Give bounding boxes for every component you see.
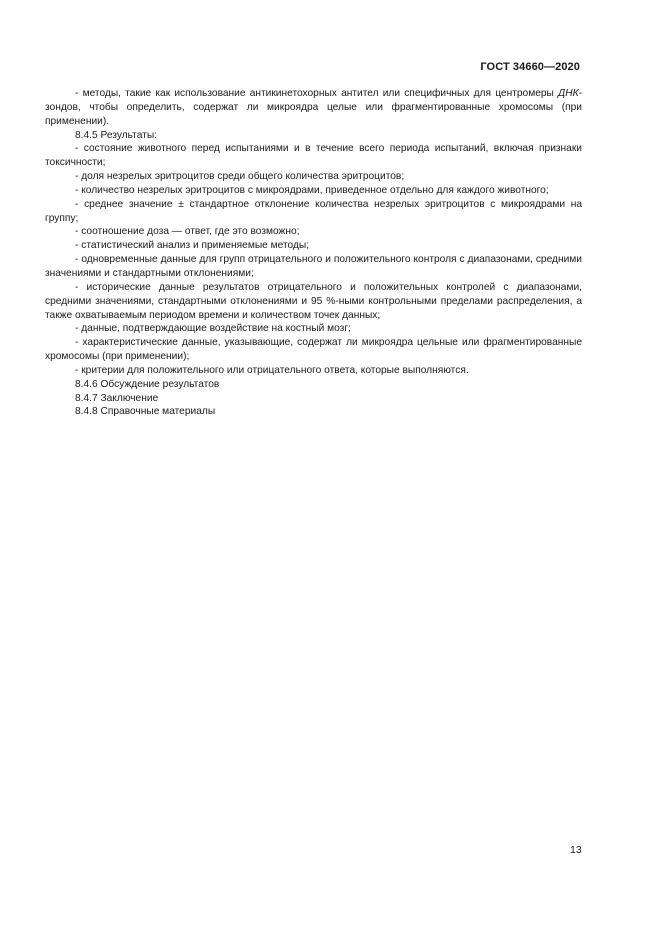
list-item-micronuclei-count: - количество незрелых эритроцитов с микроядрами, приведенное отдельно для каждого животного; [75,184,549,196]
list-item-toxicity: - состояние животного перед испытаниями и в течение всего периода испытаний, включая признаки токсичности; [45,143,582,169]
document-standard-code: ГОСТ 34660—2020 [480,61,580,73]
list-item-dose-response: - соотношение доза — ответ, где это возможно; [75,226,300,238]
list-item-concurrent-controls: - одновременные данные для групп отрицательного и положительного контроля с диапазонами, средними значениями и стандартными отклонениями; [45,254,582,279]
list-item-characteristics: - характеристические данные, указывающие, содержат ли микроядра цельные или фрагментированные хромосомы (при применении); [45,337,582,363]
list-item-immature-share: - доля незрелых эритроцитов среди общего количества эритроцитов; [75,171,405,183]
list-item-methods: - методы, такие как использование антикинетохорных антител или специфичных для центромеры ДНК-зондов, чтобы определить, содержат ли микроядра целые или фрагментированные хромосомы (при применении). [45,88,582,127]
page-number: 13 [570,844,582,856]
list-item-statistics: - статистический анализ и применяемые методы; [75,240,310,252]
section-heading-discussion: 8.4.6 Обсуждение результатов [75,378,220,390]
list-item-historical-controls: - исторические данные результатов отрицательного и положительных контролей с диапазонами, средними значениями, стандартными отклонениями и 95 %-ными контрольными пределами распределения, а также охватываемым периодом времени и количеством точек данных; [45,281,582,321]
list-item-mean-sd: - среднее значение ± стандартное отклонение количества незрелых эритроцитов с микроядрами на группу; [45,198,582,224]
list-item-criteria: - критерии для положительного или отрицательного ответа, которые выполняются. [75,364,469,376]
section-heading-results: 8.4.5 Результаты: [75,129,157,141]
dna-italic-term: ДНК [558,88,579,99]
document-body [45,87,582,419]
section-heading-conclusion: 8.4.7 Заключение [75,392,159,404]
list-item-bone-marrow: - данные, подтверждающие воздействие на костный мозг; [75,323,351,335]
section-heading-references: 8.4.8 Справочные материалы [75,406,216,418]
